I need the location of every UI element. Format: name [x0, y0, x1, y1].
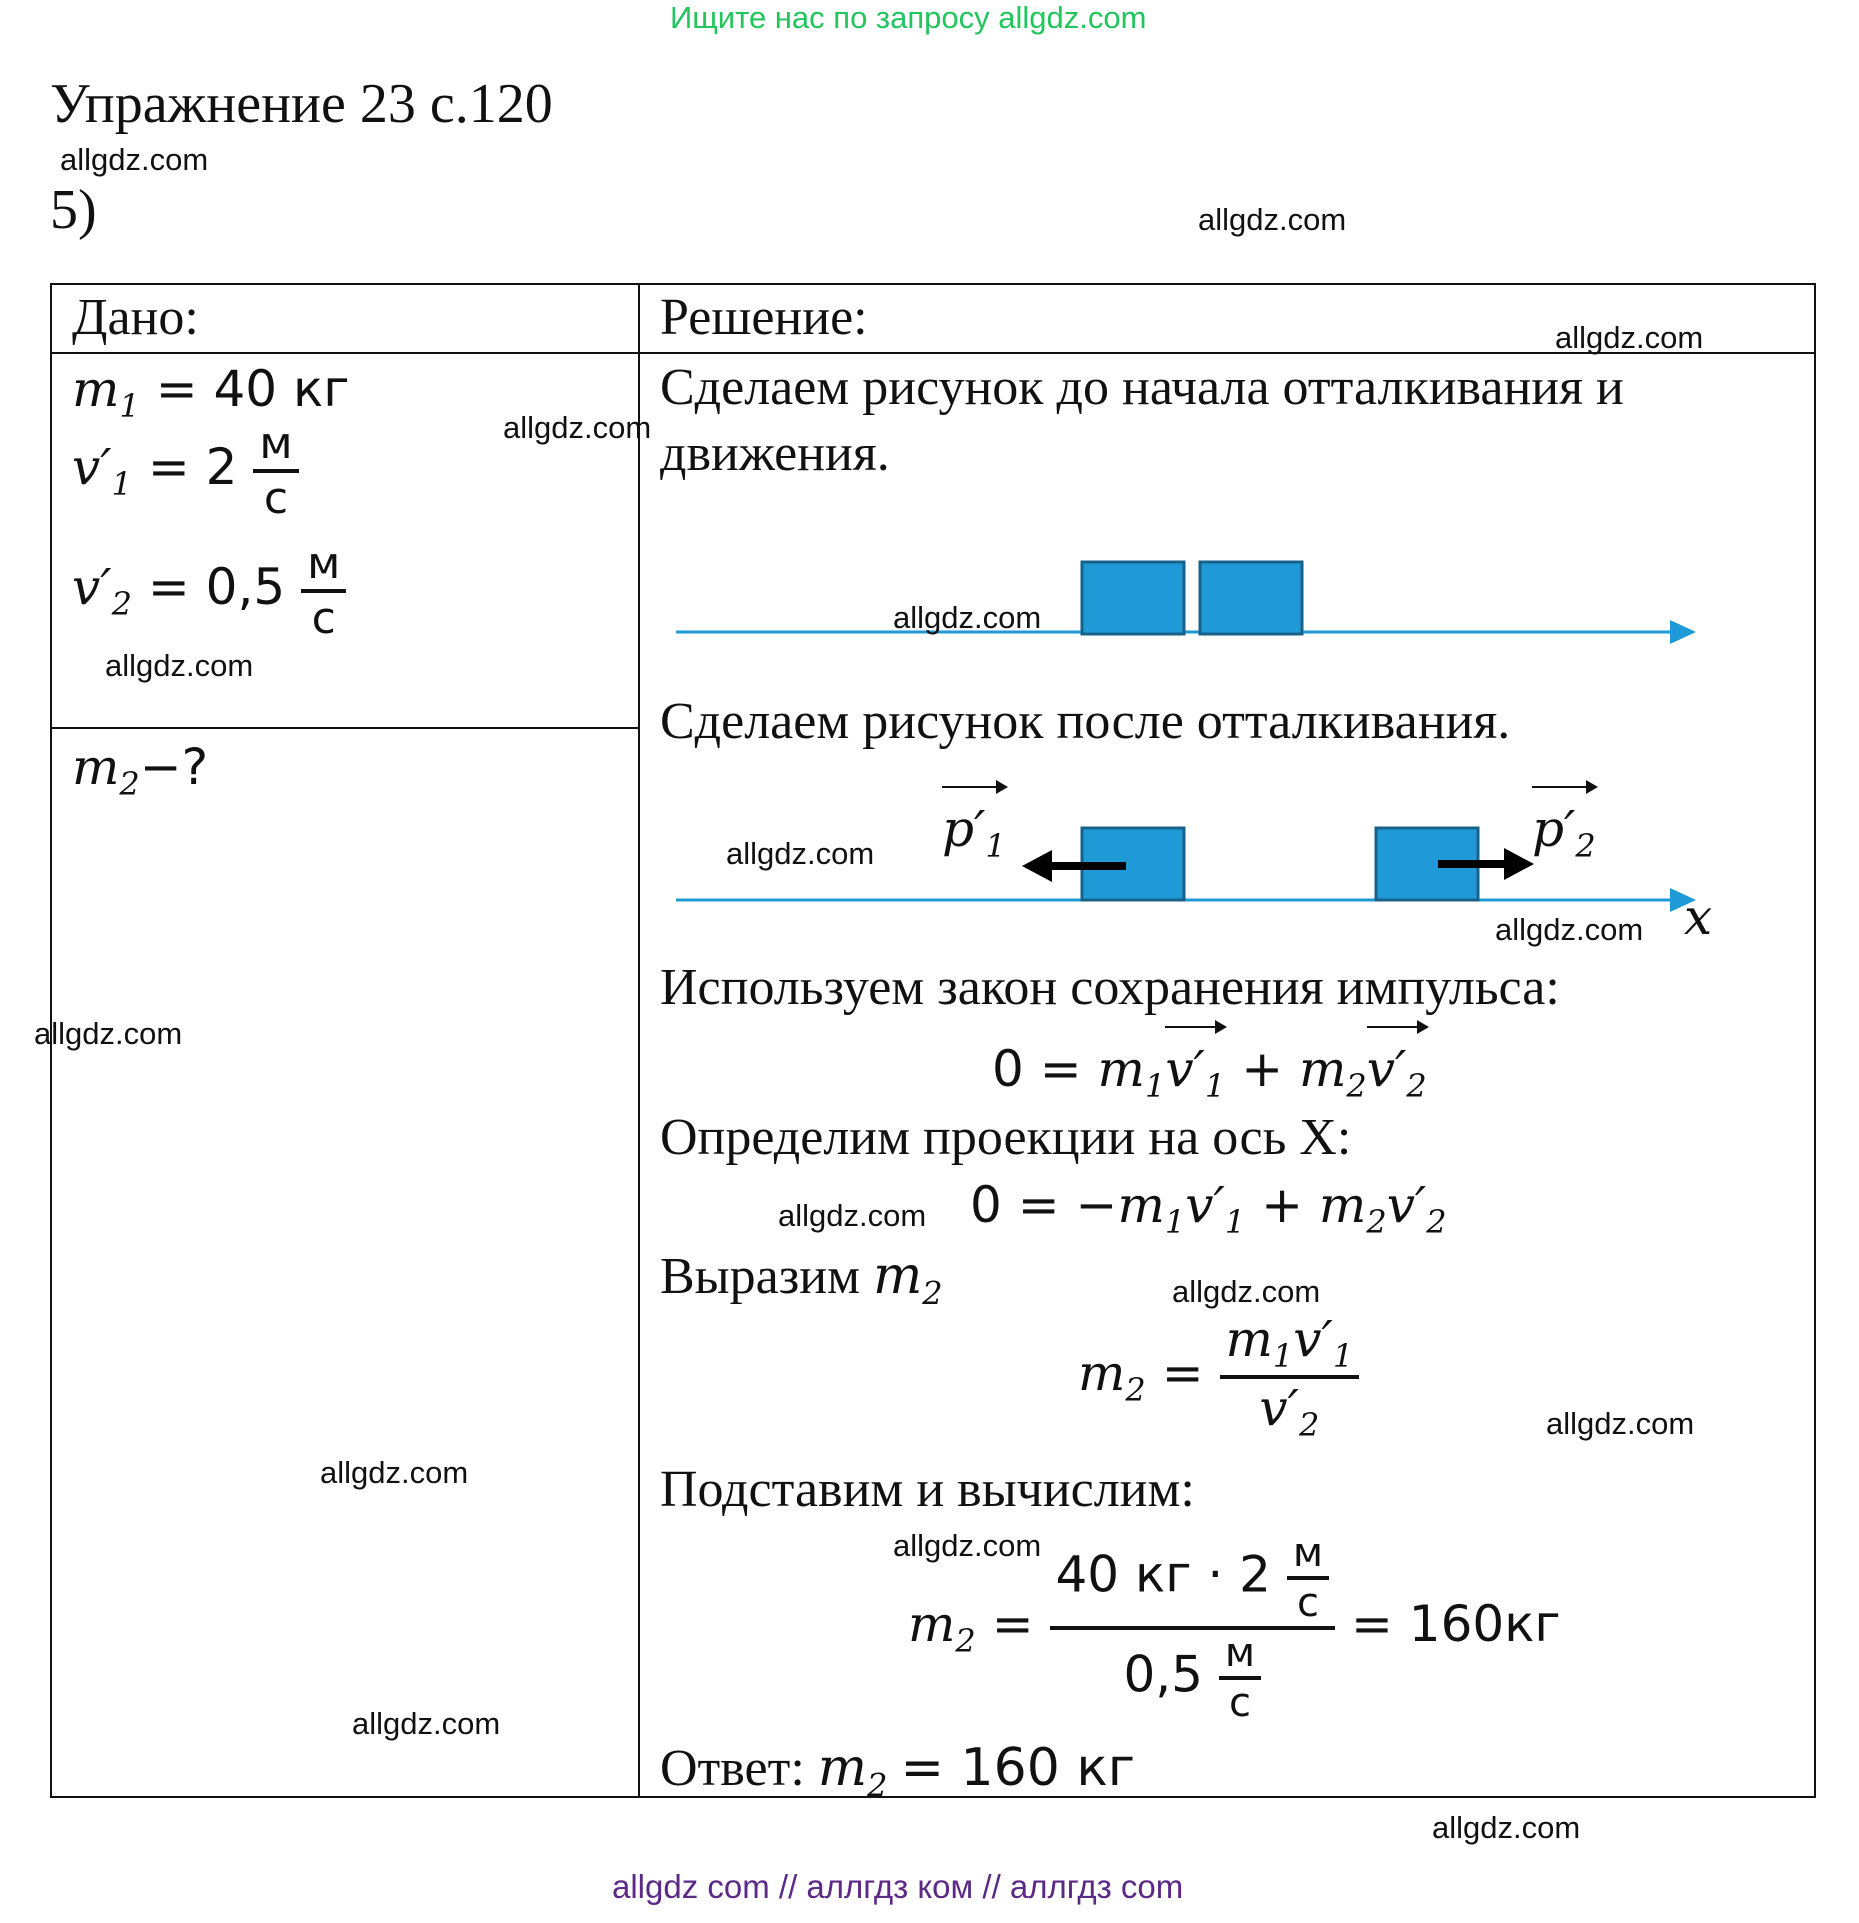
- given-v2: $v'_2 = 0,5$ $\frac{м}{с}$: [72, 538, 346, 644]
- watermark: allgdz.com: [1198, 202, 1347, 237]
- solution-line-3: Используем закон сохранения импульса:: [660, 959, 1560, 1016]
- watermark: allgdz.com: [320, 1455, 469, 1490]
- watermark: allgdz.com: [1172, 1274, 1321, 1309]
- solution-line-1b: движения.: [660, 425, 890, 482]
- momentum-arrowhead-right: [1504, 848, 1534, 880]
- exercise-title: Упражнение 23 с.120: [50, 73, 553, 135]
- given-header: Дано:: [72, 289, 199, 346]
- watermark: allgdz.com: [1546, 1406, 1695, 1441]
- footer-links: allgdz com // аллгдз ком // аллгдз com: [612, 1868, 1184, 1905]
- table-header-divider: [50, 352, 1816, 354]
- watermark: allgdz.com: [726, 836, 875, 871]
- label-p1: $p'_1$: [942, 800, 1006, 865]
- watermark: allgdz.com: [893, 600, 1042, 635]
- watermark: allgdz.com: [352, 1706, 501, 1741]
- search-banner: Ищите нас по запросу allgdz.com: [670, 0, 1147, 35]
- given-find-divider: [50, 727, 640, 729]
- calculation: $m_2$ = 40 кг · 2 $\frac{м}{с}$ 0,5 $\frac{м}{с}$ = 160кг: [908, 1530, 1561, 1726]
- task-number: 5): [50, 179, 97, 241]
- watermark: allgdz.com: [105, 648, 254, 683]
- diagram-before: [660, 550, 1720, 650]
- solution-line-6: Подставим и вычислим:: [660, 1461, 1195, 1518]
- given-v1: $v'_1 = 2$ $\frac{м}{с}$: [72, 418, 299, 524]
- watermark: allgdz.com: [1555, 320, 1704, 355]
- watermark: allgdz.com: [1432, 1810, 1581, 1845]
- answer: Ответ: $m_2 = 160$ кг: [660, 1738, 1136, 1805]
- solution-header: Решение:: [660, 289, 868, 346]
- solution-line-4: Определим проекции на ось X:: [660, 1109, 1352, 1166]
- given-m1: $m_1 = 40$ кг: [72, 360, 350, 425]
- solution-line-1a: Сделаем рисунок до начала отталкивания и: [660, 359, 1624, 416]
- watermark: allgdz.com: [34, 1016, 183, 1051]
- block-2: [1200, 562, 1302, 634]
- momentum-vector-equation: $0 = m_1$ $v'_1 + m_2$ $v'_2$: [992, 1040, 1427, 1105]
- watermark: allgdz.com: [778, 1198, 927, 1233]
- watermark: allgdz.com: [893, 1528, 1042, 1563]
- watermark: allgdz.com: [60, 142, 209, 177]
- axis-label-x: x: [1684, 888, 1713, 946]
- find-m2: $m_2-$?: [72, 738, 209, 803]
- momentum-arrowhead-left: [1022, 850, 1052, 882]
- block-1: [1082, 562, 1184, 634]
- solution-line-5: Выразим $m_2$: [660, 1246, 943, 1313]
- projection-equation: $0 = -m_1v'_1 + m_2v'_2$: [970, 1176, 1447, 1241]
- solution-line-2: Сделаем рисунок после отталкивания.: [660, 693, 1511, 750]
- watermark: allgdz.com: [503, 410, 652, 445]
- axis-arrowhead: [1670, 620, 1696, 644]
- label-p2: $p'_2$: [1532, 800, 1596, 865]
- watermark: allgdz.com: [1495, 912, 1644, 947]
- table-column-divider: [638, 283, 640, 1798]
- m2-formula: $m_2$ = $\frac{m_1v'_1}{v'_2}$: [1078, 1310, 1359, 1444]
